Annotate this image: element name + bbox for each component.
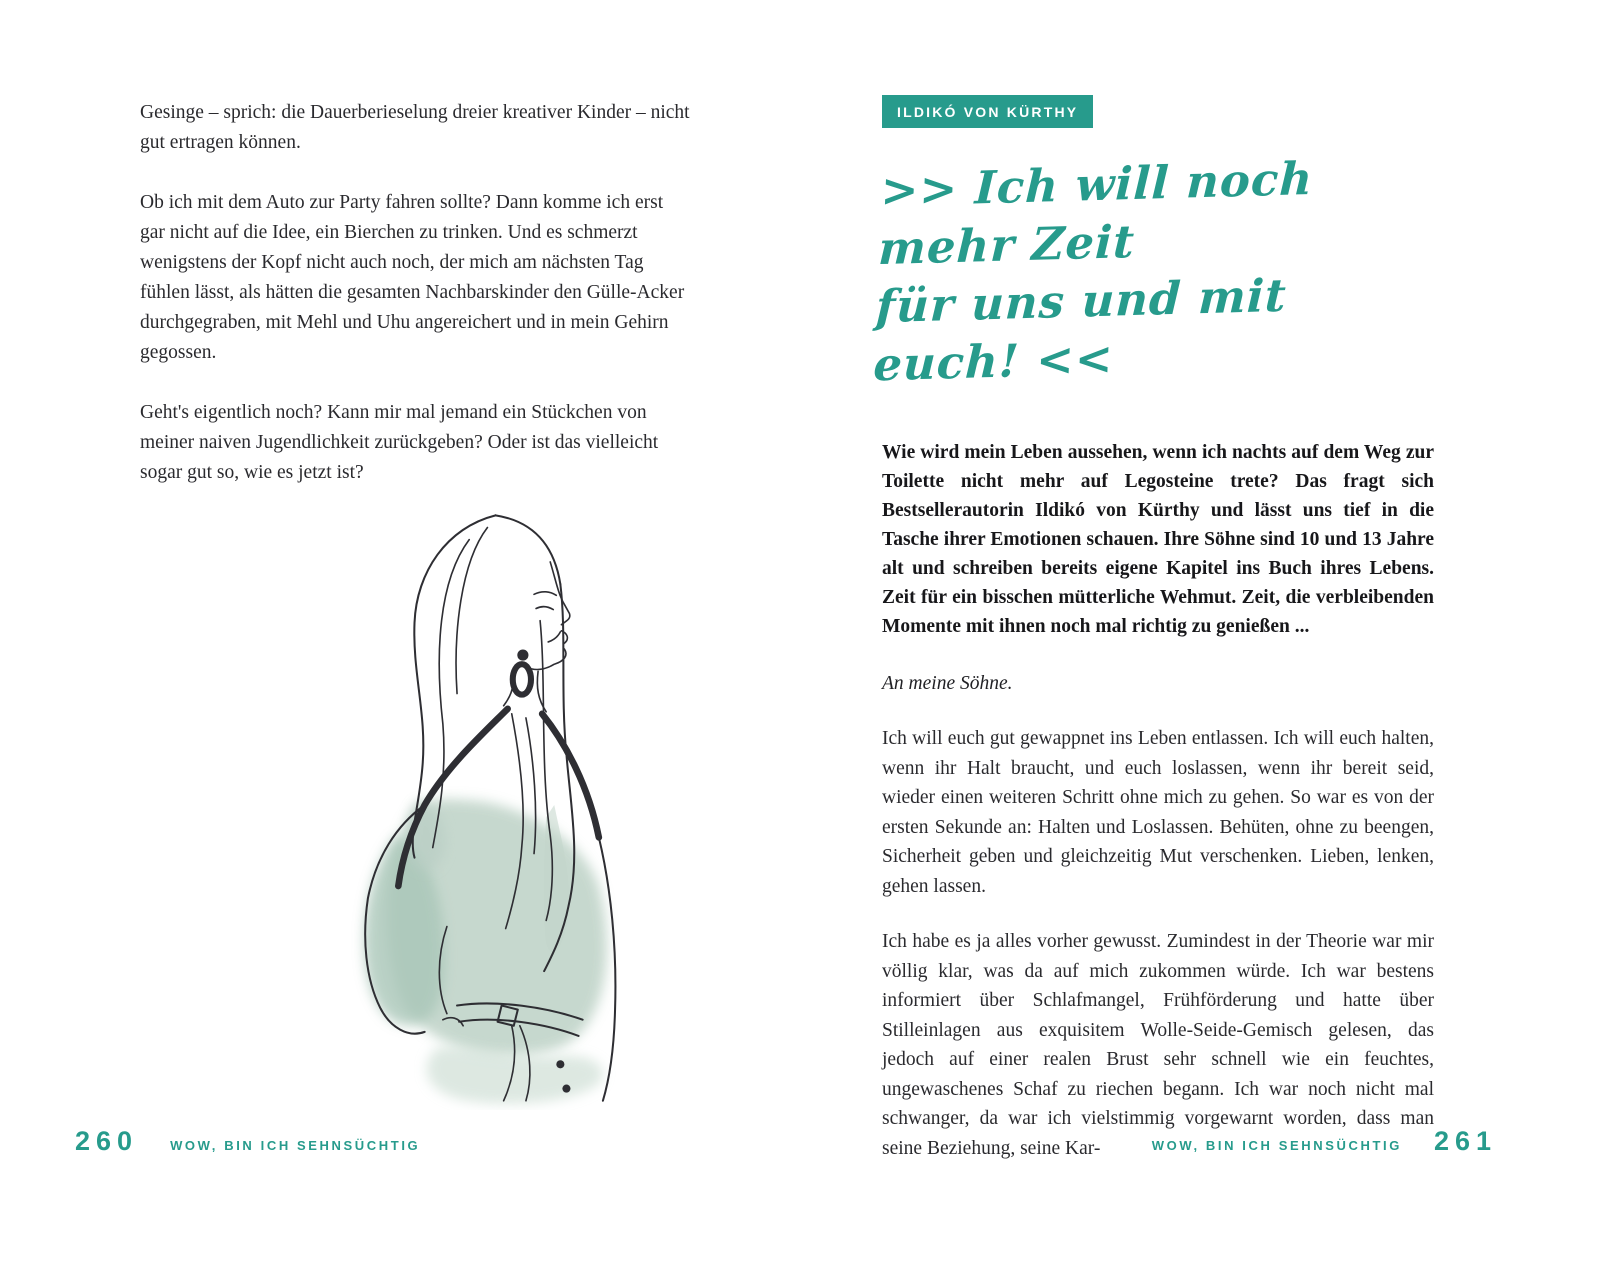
salutation: An meine Söhne. bbox=[882, 673, 1013, 694]
woman-profile-sketch-svg bbox=[295, 500, 690, 1110]
running-book-title: WOW, BIN ICH SEHNSÜCHTIG bbox=[1151, 1138, 1402, 1153]
running-book-title: WOW, BIN ICH SEHNSÜCHTIG bbox=[170, 1138, 421, 1153]
headline-line-2: für uns und mit euch! << bbox=[872, 268, 1288, 392]
left-paragraph: Ob ich mit dem Auto zur Party fahren sollte? Dann komme ich erst gar nicht auf die Idee, ein Bierchen zu trinken. Und es schmerzt wenigstens der Kopf nicht auch noch, der mich am nächsten Tag fühlen lässt, als hätten die gesamten Nachbarskinder den Gülle-Acker durchgegraben, mit Mehl und Uhu angereichert und in mein Gehirn gegossen. bbox=[140, 192, 685, 363]
page-number: 261 bbox=[1433, 1126, 1497, 1156]
right-paragraph: Ich habe es ja alles vorher gewusst. Zumindest in der Theorie war mir völlig klar, was da auf mich zukommen würde. Ich war bestens informiert über Schlafmangel, Frühförderung und hatte über Stilleinlagen aus exquisitem Wolle-Seide-Gemisch gelesen, das jedoch auf einer realen Brust sehr schnell wie ein feuchtes, ungewaschenes Schaf zu riechen begann. Ich war noch nicht mal schwanger, da war ich vielstimmig vorgewarnt worden, dass man seine Beziehung, seine Kar- bbox=[882, 931, 1434, 1159]
woman-illustration bbox=[295, 500, 690, 1110]
right-page-text-column bbox=[872, 95, 1434, 1163]
left-paragraph: Geht's eigentlich noch? Kann mir mal jemand ein Stückchen von meiner naiven Jugendlichkeit zurückgeben? Oder ist das vielleicht sogar gut so, wie es jetzt ist? bbox=[140, 402, 659, 483]
article-headline bbox=[872, 147, 1434, 395]
author-badge: ILDIKÓ VON KÜRTHY bbox=[882, 95, 1093, 128]
right-page-footer bbox=[1152, 1126, 1497, 1157]
left-page-text-column bbox=[140, 98, 692, 518]
headline-line-1: >> Ich will noch mehr Zeit bbox=[877, 151, 1315, 276]
left-paragraph: Gesinge – sprich: die Dauerberieselung dreier kreativer Kinder – nicht gut ertragen können. bbox=[140, 102, 690, 153]
right-paragraph: Ich will euch gut gewappnet ins Leben entlassen. Ich will euch halten, wenn ihr Halt braucht, und euch loslassen, wenn ihr bereit seid, wieder einen weiteren Schritt ohne mich zu gehen. So war es von der ersten Sekunde an: Halten und Loslassen. Behüten, ohne zu beengen, Sicherheit geben und gleichzeitig Mut verschenken. Lieben, lenken, gehen lassen. bbox=[882, 728, 1434, 897]
left-page-footer bbox=[75, 1126, 420, 1157]
page-number: 260 bbox=[75, 1126, 139, 1156]
article-intro: Wie wird mein Leben aussehen, wenn ich nachts auf dem Weg zur Toilette nicht mehr auf Legosteine trete? Das fragt sich Bestsellerautorin Ildikó von Kürthy und lässt uns tief in die Tasche ihrer Emotionen schauen. Ihre Söhne sind 10 und 13 Jahre alt und schreiben bereits eigene Kapitel ins Buch ihres Lebens. Zeit für ein bisschen mütterliche Wehmut. Zeit, die verbleibenden Momente mit ihnen noch mal richtig zu genießen ... bbox=[882, 442, 1434, 637]
